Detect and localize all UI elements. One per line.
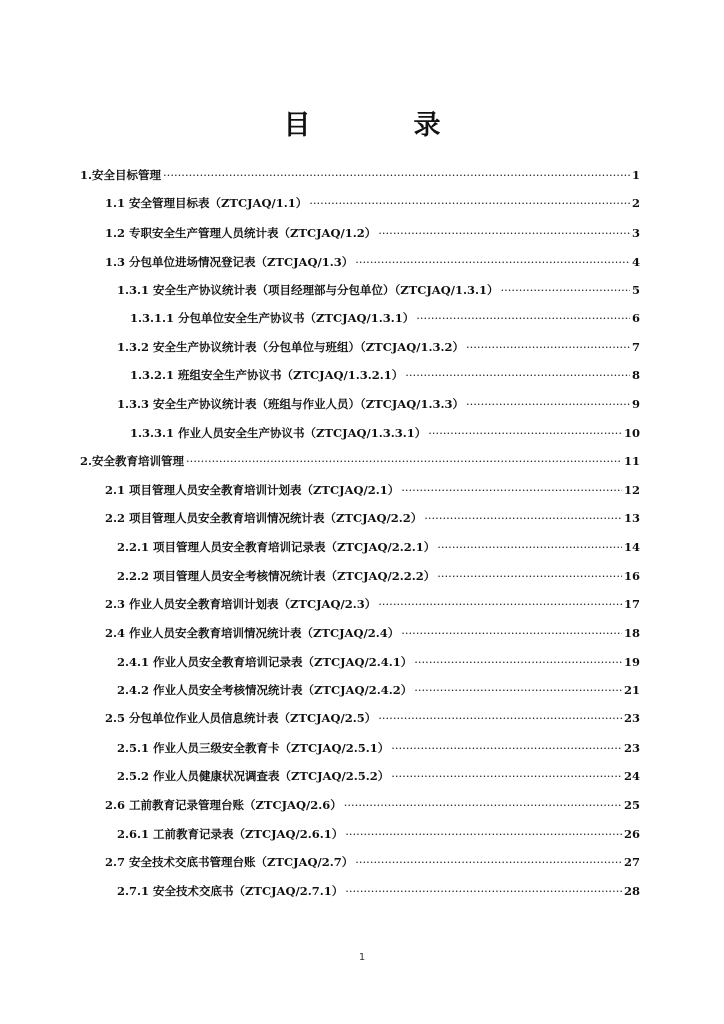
toc-entry-label: 2.4.1 作业人员安全教育培训记录表（ZTCJAQ/2.4.1） [117,655,413,669]
toc-entry-label: 2.1 项目管理人员安全教育培训计划表（ZTCJAQ/2.1） [105,483,400,497]
toc-entry-page: 27 [623,855,640,869]
toc-leader-dots [378,594,622,614]
toc-entry-page: 13 [623,511,640,525]
toc-entry-label: 2.安全教育培训管理 [80,454,185,468]
toc-entry[interactable] [80,451,640,471]
toc-entry-label: 1.3.2.1 班组安全生产协议书（ZTCJAQ/1.3.2.1） [130,368,404,382]
toc-entry[interactable] [105,594,640,614]
toc-entry[interactable] [105,480,640,500]
toc-entry[interactable] [117,824,640,844]
toc-entry-label: 2.7.1 安全技术交底书（ZTCJAQ/2.7.1） [117,884,344,898]
toc-entry-label: 2.6.1 工前教育记录表（ZTCJAQ/2.6.1） [117,827,344,841]
toc-entry-label: 2.4 作业人员安全教育培训情况统计表（ZTCJAQ/2.4） [105,626,400,640]
toc-entry-label: 1.3.1.1 分包单位安全生产协议书（ZTCJAQ/1.3.1） [130,311,415,325]
toc-entry-label: 1.3.3 安全生产协议统计表（班组与作业人员）（ZTCJAQ/1.3.3） [117,397,464,411]
toc-entry-label: 1.3.1 安全生产协议统计表（项目经理部与分包单位）（ZTCJAQ/1.3.1） [117,283,499,297]
toc-entry-label: 2.3 作业人员安全教育培训计划表（ZTCJAQ/2.3） [105,597,377,611]
toc-entry[interactable] [105,193,640,213]
toc-entry-page: 28 [623,884,640,898]
toc-entry[interactable] [130,308,640,328]
toc-entry-page: 14 [623,540,640,554]
page-title: 目 录 [283,110,479,141]
toc-leader-dots [309,193,630,213]
toc-entry-label: 1.安全目标管理 [80,168,162,182]
toc-entry[interactable] [117,566,640,586]
toc-leader-dots [437,566,622,586]
toc-entry[interactable] [117,652,640,672]
toc-entry-page: 17 [623,597,640,611]
toc-entry-page: 21 [623,683,640,697]
toc-entry[interactable] [130,365,640,385]
toc-entry-page: 3 [631,226,640,240]
toc-entry[interactable] [105,852,640,872]
toc-entry[interactable] [117,537,640,557]
toc-entry-page: 24 [623,769,640,783]
toc-entry-page: 12 [623,483,640,497]
toc-entry-page: 11 [623,454,640,468]
toc-leader-dots [437,537,622,557]
toc-leader-dots [424,508,622,528]
toc-entry-label: 2.6 工前教育记录管理台账（ZTCJAQ/2.6） [105,798,342,812]
toc-entry-page: 5 [631,283,640,297]
toc-leader-dots [355,852,622,872]
toc-leader-dots [500,280,630,300]
toc-entry[interactable] [117,394,640,414]
toc-entry-label: 2.7 安全技术交底书管理台账（ZTCJAQ/2.7） [105,855,354,869]
toc-leader-dots [345,824,622,844]
toc-entry[interactable] [117,337,640,357]
toc-entry-page: 1 [631,168,640,182]
page-number: 1 [358,952,366,963]
toc-entry-label: 1.3.2 安全生产协议统计表（分包单位与班组）（ZTCJAQ/1.3.2） [117,340,464,354]
toc-entry-page: 26 [623,827,640,841]
toc-entry-label: 1.3 分包单位进场情况登记表（ZTCJAQ/1.3） [105,255,354,269]
toc-entry-page: 23 [623,711,640,725]
toc-entry-label: 2.2 项目管理人员安全教育培训情况统计表（ZTCJAQ/2.2） [105,511,423,525]
toc-entry-page: 23 [623,741,640,755]
toc-entry-page: 6 [631,311,640,325]
toc-leader-dots [391,766,622,786]
toc-entry-label: 1.1 安全管理目标表（ZTCJAQ/1.1） [105,196,308,210]
toc-leader-dots [378,708,622,728]
toc-entry[interactable] [105,795,640,815]
toc-entry-label: 2.2.2 项目管理人员安全考核情况统计表（ZTCJAQ/2.2.2） [117,569,436,583]
toc-entry-page: 16 [623,569,640,583]
toc-leader-dots [466,337,630,357]
toc-leader-dots [401,623,622,643]
toc-entry[interactable] [105,508,640,528]
toc-entry-page: 18 [623,626,640,640]
toc-entry-label: 2.5 分包单位作业人员信息统计表（ZTCJAQ/2.5） [105,711,377,725]
toc-leader-dots [378,223,630,243]
toc-entry-page: 2 [631,196,640,210]
toc-leader-dots [414,652,622,672]
toc-entry[interactable] [105,252,640,272]
toc-entry-label: 2.4.2 作业人员安全考核情况统计表（ZTCJAQ/2.4.2） [117,683,413,697]
toc-leader-dots [345,881,622,901]
toc-leader-dots [355,252,630,272]
toc-entry[interactable] [117,280,640,300]
toc-leader-dots [391,738,622,758]
toc-entry-page: 7 [631,340,640,354]
toc-leader-dots [416,308,630,328]
toc-entry-page: 9 [631,397,640,411]
toc-entry[interactable] [117,680,640,700]
toc-entry-label: 2.5.1 作业人员三级安全教育卡（ZTCJAQ/2.5.1） [117,741,390,755]
toc-entry-label: 2.5.2 作业人员健康状况调查表（ZTCJAQ/2.5.2） [117,769,390,783]
toc-leader-dots [401,480,622,500]
toc-entry-page: 25 [623,798,640,812]
toc-entry[interactable] [80,165,640,185]
toc-entry-page: 10 [623,426,640,440]
toc-leader-dots [344,795,622,815]
toc-entry-label: 1.2 专职安全生产管理人员统计表（ZTCJAQ/1.2） [105,226,377,240]
toc-entry-label: 1.3.3.1 作业人员安全生产协议书（ZTCJAQ/1.3.3.1） [130,426,427,440]
toc-entry-page: 4 [631,255,640,269]
toc-entry[interactable] [117,766,640,786]
toc-leader-dots [163,165,630,185]
toc-leader-dots [414,680,622,700]
toc-entry-page: 8 [631,368,640,382]
toc-leader-dots [405,365,630,385]
toc-leader-dots [466,394,630,414]
toc-entry-label: 2.2.1 项目管理人员安全教育培训记录表（ZTCJAQ/2.2.1） [117,540,436,554]
toc-entry[interactable] [117,881,640,901]
toc-leader-dots [186,451,622,471]
toc-entry[interactable] [117,738,640,758]
toc-leader-dots [428,423,622,443]
toc-entry[interactable] [130,423,640,443]
toc-entry[interactable] [105,708,640,728]
toc-entry[interactable] [105,223,640,243]
toc-entry-page: 19 [623,655,640,669]
toc-entry[interactable] [105,623,640,643]
